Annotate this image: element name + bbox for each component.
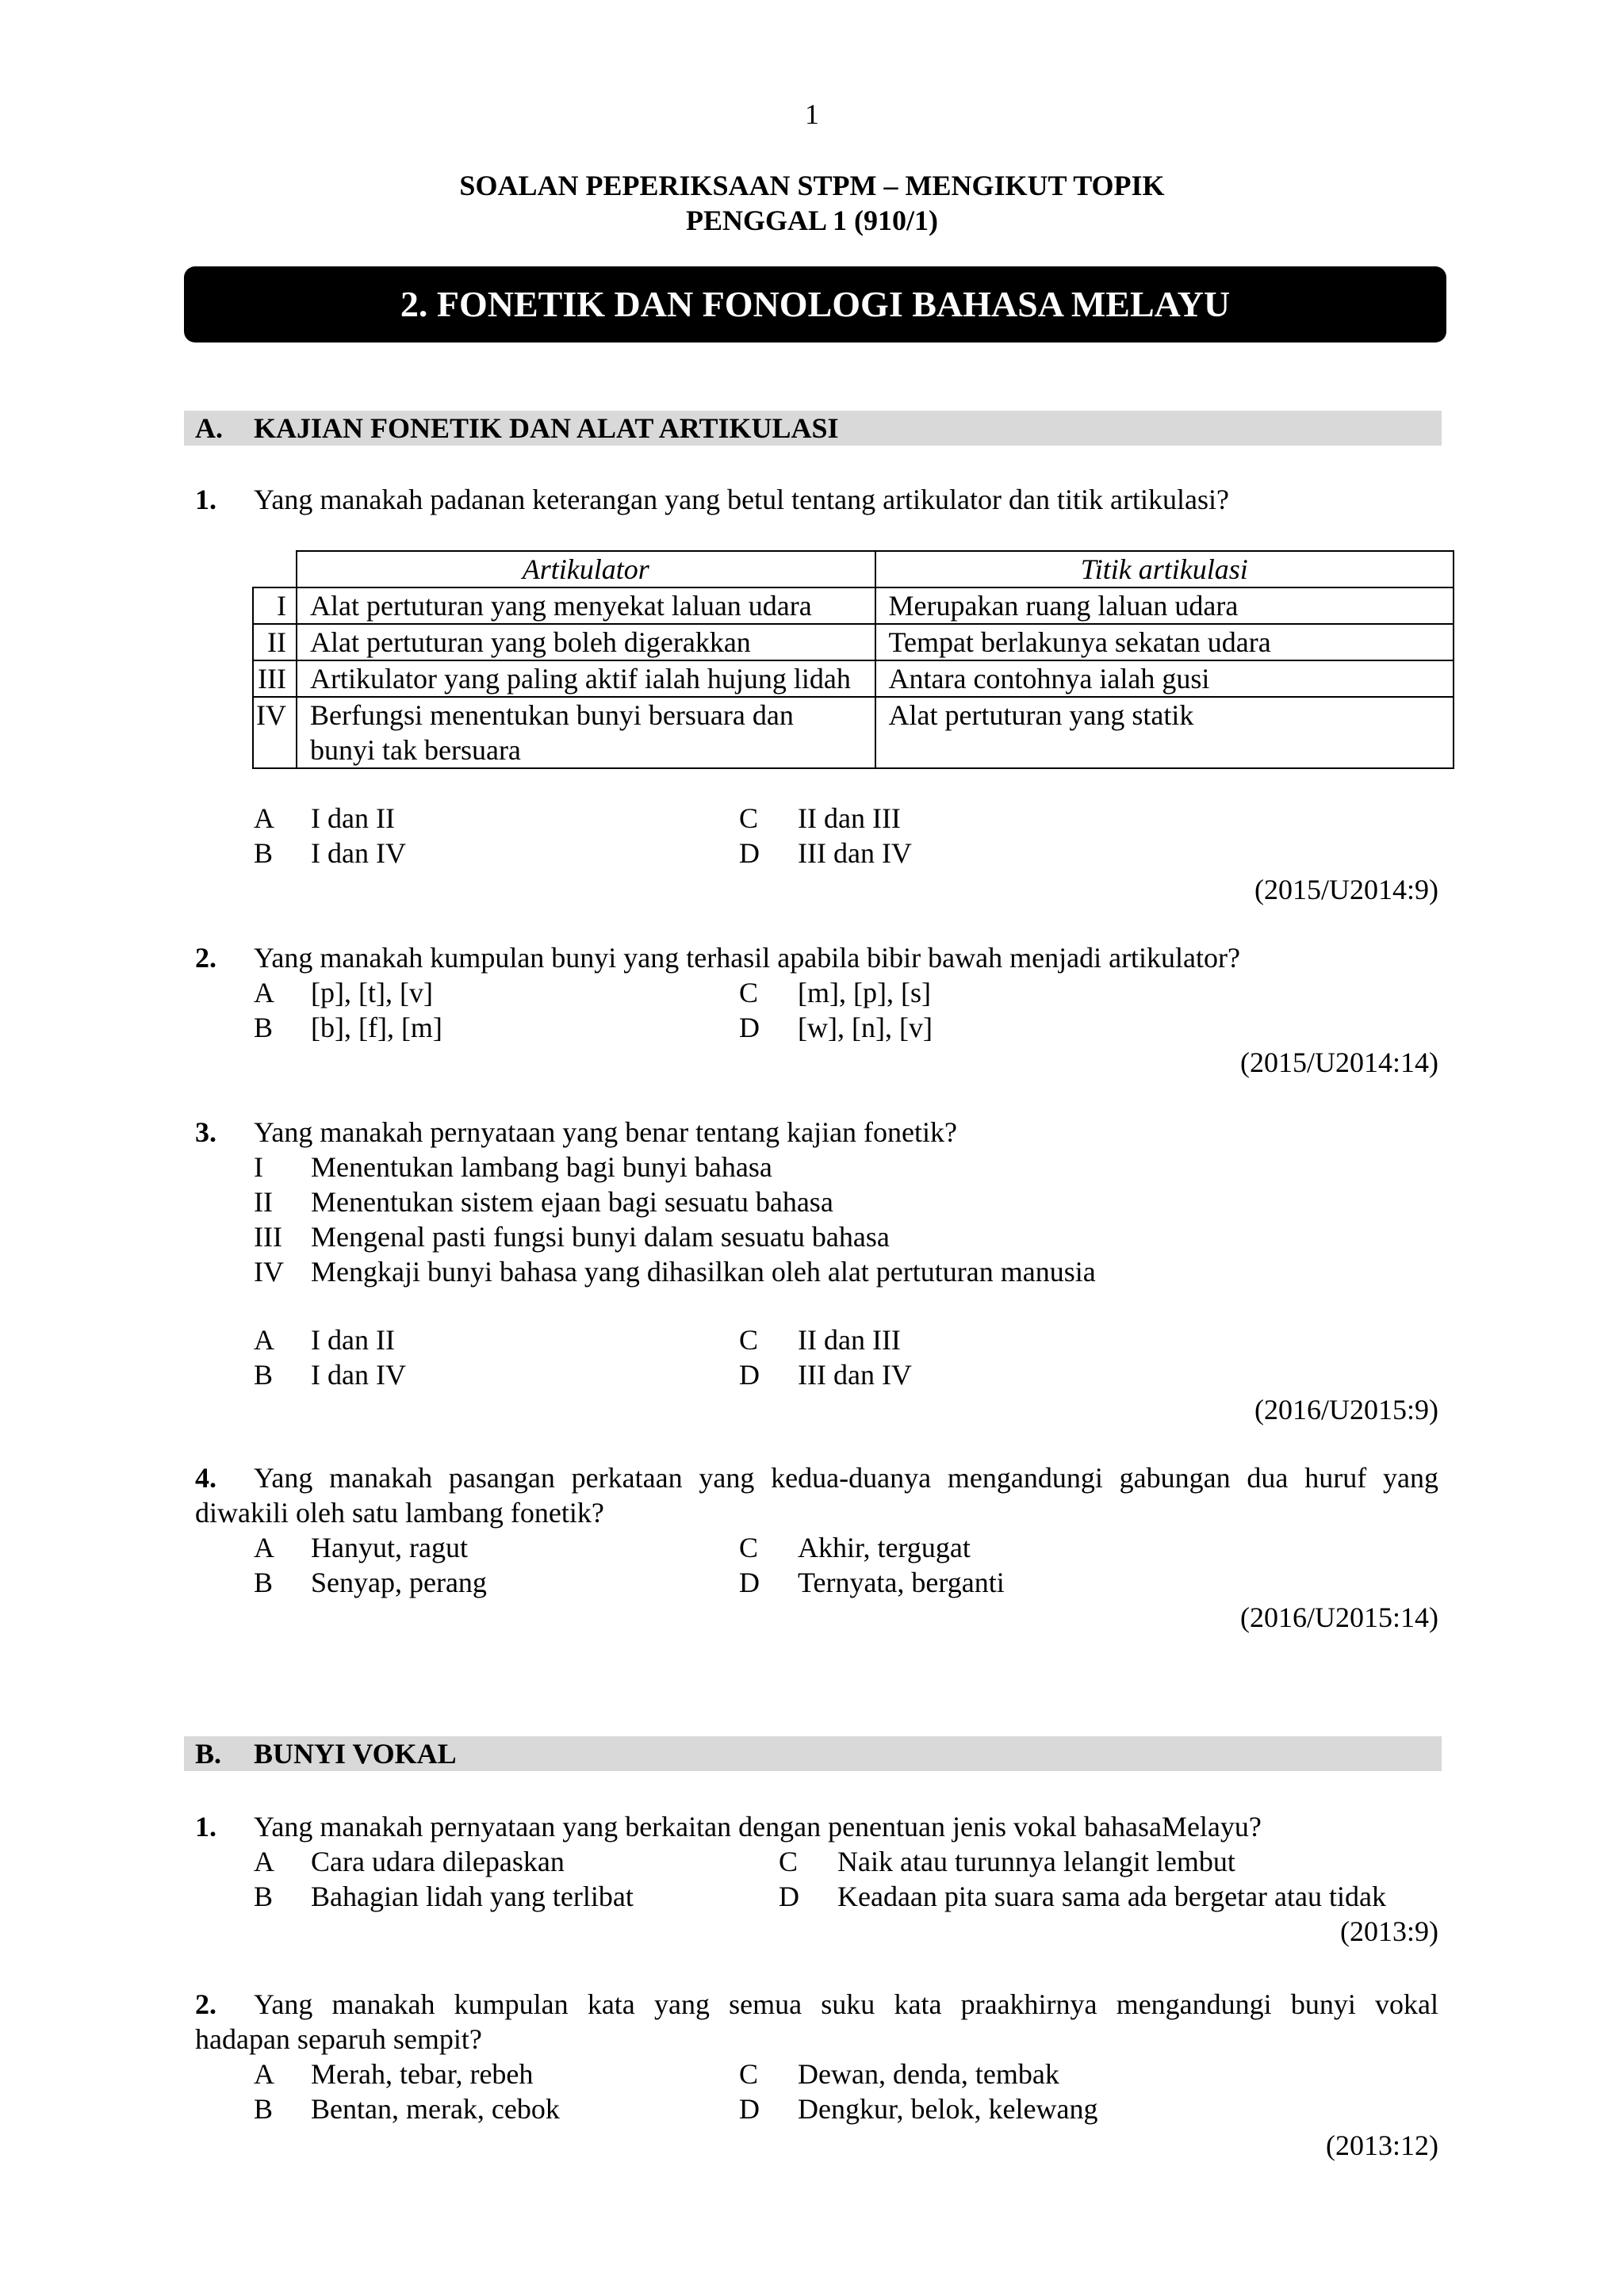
statement-text: Menentukan sistem ejaan bagi sesuatu bahasa — [311, 1186, 833, 1218]
option-a-label: A — [254, 1324, 274, 1356]
articulator-table — [252, 550, 1454, 769]
question-number: 3. — [195, 1116, 216, 1148]
option-d-text: III dan IV — [798, 1359, 912, 1391]
table-row — [253, 624, 1454, 660]
option-a-text: I dan II — [311, 1324, 395, 1356]
section-a-heading — [184, 411, 1442, 446]
option-c-label: C — [739, 1532, 759, 1563]
row-artikulator: Berfungsi menentukan bunyi bersuara dan bunyi tak bersuara — [297, 697, 875, 768]
question-text: Yang manakah padanan keterangan yang betul tentang artikulator dan titik artikulasi? — [254, 484, 1229, 515]
option-c-text: II dan III — [798, 802, 901, 834]
statement-numeral: IV — [254, 1256, 284, 1288]
page-number: 1 — [805, 98, 819, 130]
option-d-text: Dengkur, belok, kelewang — [798, 2093, 1098, 2125]
question-text-line-2: diwakili oleh satu lambang fonetik? — [195, 1497, 604, 1529]
option-a-label: A — [254, 977, 274, 1008]
question-text: Yang manakah pernyataan yang benar tentang kajian fonetik? — [254, 1116, 958, 1148]
option-b-label: B — [254, 2093, 274, 2125]
option-b-text: Senyap, perang — [311, 1567, 487, 1598]
question-reference: (2016/U2015:9) — [1254, 1394, 1438, 1425]
chapter-banner: 2. FONETIK DAN FONOLOGI BAHASA MELAYU — [184, 266, 1446, 342]
question-reference: (2013:12) — [1326, 2130, 1438, 2161]
question-text: Yang manakah pernyataan yang berkaitan dengan penentuan jenis vokal bahasaMelayu? — [254, 1811, 1262, 1843]
row-titik: Tempat berlakunya sekatan udara — [875, 624, 1454, 660]
section-title: KAJIAN FONETIK DAN ALAT ARTIKULASI — [254, 412, 839, 444]
option-b-label: B — [254, 1012, 274, 1043]
question-text-line-2: hadapan separuh sempit? — [195, 2023, 482, 2055]
table-row — [253, 660, 1454, 697]
option-a-text: Hanyut, ragut — [311, 1532, 468, 1563]
row-artikulator: Alat pertuturan yang boleh digerakkan — [297, 624, 875, 660]
option-b-text: I dan IV — [311, 837, 406, 869]
section-b-heading — [184, 1736, 1442, 1771]
question-reference: (2015/U2014:14) — [1240, 1047, 1438, 1078]
option-a-text: I dan II — [311, 802, 395, 834]
option-d-text: Keadaan pita suara sama ada bergetar atau tidak — [837, 1881, 1386, 1912]
option-d-text: Ternyata, berganti — [798, 1567, 1005, 1598]
row-numeral: II — [253, 624, 297, 660]
option-d-label: D — [739, 1359, 760, 1391]
option-c-label: C — [779, 1846, 799, 1877]
option-c-text: Akhir, tergugat — [798, 1532, 971, 1563]
table-row — [253, 587, 1454, 624]
option-c-label: C — [739, 1324, 759, 1356]
table-header-row — [253, 551, 1454, 587]
option-d-text: III dan IV — [798, 837, 912, 869]
question-reference: (2015/U2014:9) — [1254, 874, 1438, 905]
option-a-label: A — [254, 1846, 274, 1877]
option-b-text: Bahagian lidah yang terlibat — [311, 1881, 634, 1912]
row-numeral: IV — [253, 697, 297, 768]
question-reference: (2013:9) — [1340, 1915, 1438, 1947]
table-header-artikulator: Artikulator — [297, 551, 875, 587]
row-numeral: III — [253, 660, 297, 697]
section-title: BUNYI VOKAL — [254, 1738, 457, 1770]
section-letter: B. — [195, 1738, 222, 1770]
question-number: 2. — [195, 1988, 216, 2020]
option-a-text: Cara udara dilepaskan — [311, 1846, 565, 1877]
option-b-label: B — [254, 1881, 274, 1912]
option-d-label: D — [739, 837, 760, 869]
option-b-label: B — [254, 837, 274, 869]
option-c-label: C — [739, 802, 759, 834]
document-header — [0, 168, 1624, 238]
question-reference: (2016/U2015:14) — [1240, 1601, 1438, 1633]
statement-text: Mengkaji bunyi bahasa yang dihasilkan oleh alat pertuturan manusia — [311, 1256, 1096, 1288]
option-a-label: A — [254, 802, 274, 834]
question-text-line-1: Yang manakah kumpulan kata yang semua suku kata praakhirnya mengandungi bunyi vokal — [254, 1988, 1438, 2020]
statement-numeral: I — [254, 1151, 263, 1183]
statement-text: Menentukan lambang bagi bunyi bahasa — [311, 1151, 772, 1183]
option-b-text: [b], [f], [m] — [311, 1012, 442, 1043]
option-a-text: Merah, tebar, rebeh — [311, 2058, 534, 2090]
option-d-text: [w], [n], [v] — [798, 1012, 933, 1043]
option-c-text: Naik atau turunnya lelangit lembut — [837, 1846, 1235, 1877]
option-a-text: [p], [t], [v] — [311, 977, 433, 1008]
table-row — [253, 697, 1454, 768]
section-letter: A. — [195, 412, 223, 444]
option-d-label: D — [779, 1881, 799, 1912]
option-b-label: B — [254, 1359, 274, 1391]
row-artikulator: Alat pertuturan yang menyekat laluan udara — [297, 587, 875, 624]
row-numeral: I — [253, 587, 297, 624]
row-artikulator: Artikulator yang paling aktif ialah hujung lidah — [297, 660, 875, 697]
question-number: 1. — [195, 484, 216, 515]
question-number: 2. — [195, 942, 216, 974]
question-text: Yang manakah kumpulan bunyi yang terhasil apabila bibir bawah menjadi artikulator? — [254, 942, 1241, 974]
statement-numeral: II — [254, 1186, 273, 1218]
statement-text: Mengenal pasti fungsi bunyi dalam sesuatu bahasa — [311, 1221, 890, 1253]
option-d-label: D — [739, 1012, 760, 1043]
question-number: 1. — [195, 1811, 216, 1843]
row-titik: Antara contohnya ialah gusi — [875, 660, 1454, 697]
table-header-titik: Titik artikulasi — [875, 551, 1454, 587]
option-c-text: Dewan, denda, tembak — [798, 2058, 1059, 2090]
option-c-text: [m], [p], [s] — [798, 977, 931, 1008]
row-titik: Alat pertuturan yang statik — [875, 697, 1454, 768]
table-blank-cell — [253, 551, 297, 587]
question-text-line-1: Yang manakah pasangan perkataan yang kedua-duanya mengandungi gabungan dua huruf yang — [254, 1462, 1438, 1494]
option-a-label: A — [254, 2058, 274, 2090]
option-c-text: II dan III — [798, 1324, 901, 1356]
option-b-label: B — [254, 1567, 274, 1598]
option-d-label: D — [739, 1567, 760, 1598]
option-b-text: Bentan, merak, cebok — [311, 2093, 560, 2125]
option-c-label: C — [739, 977, 759, 1008]
option-a-label: A — [254, 1532, 274, 1563]
option-b-text: I dan IV — [311, 1359, 406, 1391]
question-number: 4. — [195, 1462, 216, 1494]
option-d-label: D — [739, 2093, 760, 2125]
statement-numeral: III — [254, 1221, 282, 1253]
header-line-2: PENGGAL 1 (910/1) — [685, 205, 938, 236]
row-titik: Merupakan ruang laluan udara — [875, 587, 1454, 624]
header-line-1: SOALAN PEPERIKSAAN STPM – MENGIKUT TOPIK — [459, 170, 1165, 201]
option-c-label: C — [739, 2058, 759, 2090]
